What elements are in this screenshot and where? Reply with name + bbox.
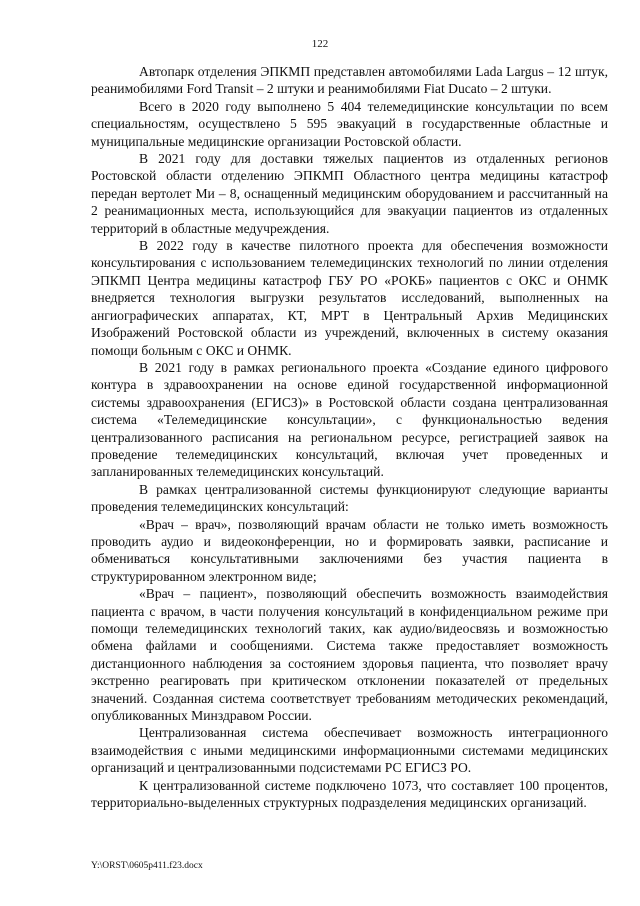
paragraph-doctor-patient: «Врач – пациент», позволяющий обеспечить возможность взаимодействия пациента с врачом, в части получения консультаций в конфиденциальном режиме при помощи телемедицинских технологий таких, как аудио/видеосвязь и возможностью обмена файлами и сообщениями. Система также предоставляет возможность дистанционного наблюдения за состоянием здоровья пациента, что позволяет врачу экстренно реагировать при критическом отклонении показателей от предельных значений. Созданная система соответствует требованиям методических рекомендаций, опубликованных Минздравом России. (91, 586, 608, 724)
paragraph-pilot-project: В 2022 году в качестве пилотного проекта для обеспечения возможности консультирования с использованием телемедицинских технологий по линии отделения ЭПКМП Центра медицины катастроф ГБУ РО «РОКБ» пациентов с ОКС и ОНМК внедряется технология выгрузки результатов исследований, выполненных на ангиографических аппаратах, КТ, МРТ в Центральный Архив Медицинских Изображений Ростовской области из учреждений, включенных в систему оказания помощи больным с ОКС и ОНМК. (91, 238, 608, 358)
page-number: 122 (311, 38, 329, 50)
paragraph-integration: Централизованная система обеспечивает возможность интеграционного взаимодействия с иными медицинскими информационными системами медицинских организаций и централизованными подсистемами РС ЕГИСЗ РО. (91, 725, 608, 776)
paragraph-fleet: Автопарк отделения ЭПКМП представлен автомобилями Lada Largus – 12 штук, реанимобилями Ford Transit – 2 штуки и реанимобилями Fiat Ducato – 2 штуки. (91, 64, 608, 97)
paragraph-helicopter: В 2021 году для доставки тяжелых пациентов из отдаленных регионов Ростовской области отделению ЭПКМП Областного центра медицины катастроф передан вертолет Ми – 8, оснащенный медицинским оборудованием и рассчитанный на 2 реанимационных места, использующийся для эвакуации пациентов из отдаленных территорий в областные медучреждения. (91, 151, 608, 236)
paragraph-connected: К централизованной системе подключено 1073, что составляет 100 процентов, территориально-выделенных структурных подразделения медицинских организаций. (91, 777, 608, 811)
paragraph-doctor-doctor: «Врач – врач», позволяющий врачам области не только иметь возможность проводить аудио и видеоконференции, но и формировать заявки, расписание и обмениваться консультативными заключениями без участия пациента в структурированном электронном виде; (91, 516, 608, 584)
paragraph-variants-intro: В рамках централизованной системы функционируют следующие варианты проведения телемедицинских консультаций: (91, 481, 608, 515)
document-body (91, 63, 608, 811)
footer-file-path: Y:\ORST\0605p411.f23.docx (91, 861, 203, 871)
paragraph-2020-stats: Всего в 2020 году выполнено 5 404 телемедицинские консультации по всем специальностям, осуществлено 5 595 эвакуаций в государственные областные и муниципальные медицинские организации Ростовской области. (91, 98, 608, 149)
paragraph-regional-project: В 2021 году в рамках регионального проекта «Создание единого цифрового контура в здравоохранении на основе единой государственной информационной системы здравоохранения (ЕГИСЗ)» в Ростовской области создана централизованная система «Телемедицинские консультации», с функциональностью ведения централизованного расписания на региональном ресурсе, регистрацией заявок на проведение телемедицинских консультаций, включая учет проведенных и запланированных телемедицинских консультаций. (91, 359, 608, 480)
